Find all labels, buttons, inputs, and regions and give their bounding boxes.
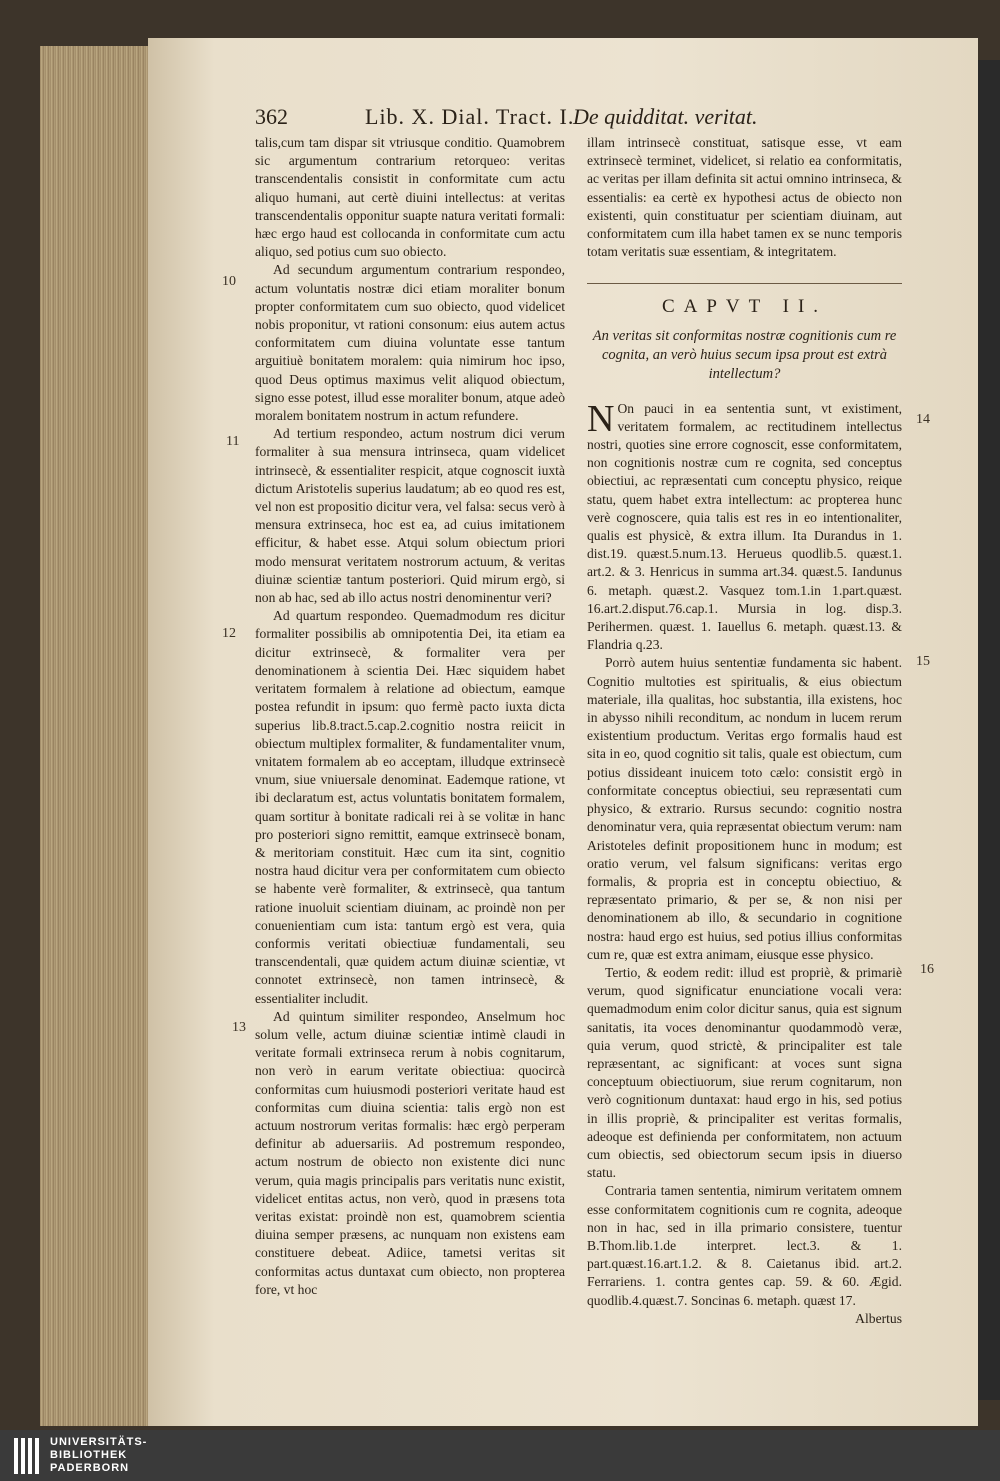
- paragraph: Ad secundum argumentum contrarium respondeo, actum voluntatis nostræ dici etiam moraliter bonum propter conformitatem cum suo obiecto, quod videlicet nobis proponitur, vt rationi consonum: eius autem actus conformitatem cum diuina voluntate esse tantum arguitiuè bonitatem moralem: quia nimirum hoc ipso, quod Deus optimus maximus velit aliquod obiectum, signo esse potest, illud esse moraliter bonum, atque adeò moralem bonitatem nostrum in actum refundere.: [255, 262, 565, 424]
- paragraph: On pauci in ea sententia sunt, vt existiment, veritatem formalem, ac rectitudinem intellectus nostri, quoties sine errore cognoscit, esse conformitatem, non cognitionis nostræ cum re cognita, sed conceptus obiectiui, ac repræsentati cum conceptu physico, reique statu, quem habet extra intellectum: ac propterea hunc verè cognoscere, quia talis est res in eo intentionaliter, qualis est physicè, & extra illum. Ita Durandus in 1. dist.19. quæst.5.num.13. Herueus quodlib.5. quæst.1. art.2. & 3. Henricus in summa art.34. quæst.5. Iandunus 6. metaph. quæst.2. Vasquez tom.1.in 1.part.quæst. 16.art.2.disput.76.cap.1. Mursia in log. disp.3. Perihermen. quæst. 1. Iauellus 6. metaph. quæst.13. & Flandria q.23.: [587, 400, 902, 653]
- margin-number: 16: [920, 962, 934, 977]
- paragraph: Ad tertium respondeo, actum nostrum dici verum formaliter à sua mensura intrinseca, quam videlicet intrinsecè, & essentialiter respicit, atque cognoscit iuxtà dictum Aristotelis superius laudatum; ab eo quod res est, vel non est propositio dicitur vera, vel falsa: secus verò à mensura extrinseca, hoc est ea, ad cuius imitationem efficitur, & habet esse. Atqui solum obiectum priori modo mensurat veritatem nostrorum actuum, & veritas diuinæ scientiæ tantum posteriori. Quid mirum ergò, si non ab hac, sed ab illo actus nostri denominentur veri?: [255, 426, 565, 606]
- left-column: [255, 134, 565, 1299]
- margin-number: 14: [916, 412, 930, 427]
- library-name-line: UNIVERSITÄTS-: [50, 1436, 148, 1448]
- section-title: De quidditat. veritat.: [573, 104, 758, 129]
- paragraph: Porrò autem huius sententiæ fundamenta sic habent. Cognitio multoties est spiritualis, & eius obiectum materiale, illa qualitas, hoc substantia, illa existens, hoc in abysso nihili reconditum, ac nondum in lucem rerum existentium productum. Veritas ergo formalis haud est sita in eo, quod cognitio sit talis, quale est obiectum, cum potius dissideant inuicem toto cælo: consistit ergò in conformitate conceptus obiectiui, seu repræsentati cum physico, & extrario. Rursus secundo: cognitio nostra denominatur vera, quia repræsentat obiectum verum: nam Aristoteles definit propositionem hunc in modum; est oratio verum, vel falsum significans: veritas ergo formalis, & propria est in conceptu obiectiuo, & repræsentato primario, & per se, & non nisi per denominationem ab illo, & secundario in cognitione nostra: haud ergo est huius, sed potius illius conformitas cum re, quæ est extra animam, eiusque esse physico.: [587, 655, 902, 962]
- margin-number: 13: [232, 1020, 246, 1035]
- university-logo-icon: [12, 1436, 40, 1476]
- paragraph: Ad quartum respondeo. Quemadmodum res dicitur formaliter possibilis ab omnipotentia Dei, ita etiam ea dicitur extrinsecè, & formaliter vera per denominationem à scientia Dei. Hæc siquidem habet veritatem formalem à relatione ad obiectum, eamque postea refundit in ipsum: quo fermè pacto iuxta dicta superius lib.8.tract.5.cap.2.cognitio nostra reiicit in obiectum multiplex formaliter, & fundamentaliter vnum, vnitatem formalem ab eo acceptam, illudque extrinsecè vnum, siue vniuersale denominat. Eademque ratione, vt ibi declaratum est, actus voluntatis bonitatem formalem, quam sortitur à bonitate radicali rei à se volitæ in hanc pro posteriori signo remittit, eamque extrinsecè bonam, & meritoriam constituit. Hæc cum ita sint, cognitio nostra haud dicitur vera per conformitatem cum obiecto se habente verè formaliter, & extrinsecè, qua tantum ratione inuoluit scientiam diuinam, ac proindè non per conuenientiam cum ista: tantum ergò est vera, quia conformis veritati obiectiuæ fundamentali, seu transcendentali, quæ quidem actum diuinæ scientiæ, vt connotet extrinsecè, non tamen intrinsecè, & essentialiter includit.: [255, 608, 565, 1006]
- chapter-heading: CAPVT II.: [661, 296, 828, 318]
- library-name: [50, 1436, 147, 1475]
- margin-number: 10: [222, 274, 236, 289]
- right-column: [587, 134, 902, 1328]
- margin-number: 15: [916, 654, 930, 669]
- margin-number: 12: [222, 626, 236, 641]
- paragraph: Ad quintum similiter respondeo, Anselmum hoc solum velle, actum diuinæ scientiæ intimè claudi in veritate formali extrinseca rerum à nobis cognitarum, non verò in earum veritate obiectiua: quocircà conformitas cum huiusmodi posteriori veritate haud est conformitas cum diuina scientia: talis ergò non est actuum nostrorum veritas formalis: hæc ergò perperam definitur ab aduersariis. Ad postremum respondeo, actum nostrum de obiecto non existente dici nunc verum, quia magis principalis pars veritatis nunc existit, videlicet entitas actus, non verò, quod in præsens tota veritas existat: proindè non est, quamobrem scientia diuina semper præsens, ac nunquam non existens eam constituere debeat. Adiice, tametsi veritas sit conformitas actus duntaxat cum obiecto, non propterea fore, vt hoc: [255, 1008, 565, 1297]
- book-page-edges: [40, 46, 150, 1426]
- library-footer: [0, 1430, 1000, 1481]
- paragraph: Tertio, & eodem redit: illud est propriè, & primariè verum, quod significatur enunciatione vocali vera: quemadmodum enim color dicitur sanus, quia est signum sanitatis, ita voces denominantur quodammodò veræ, quia verum, quod strictè, & principaliter est tale repræsentant, ac significant: at voces sunt signa conceptuum obiectiuorum, siue rerum cognitarum, non verò cognitionum duntaxat: haud ergo in his, sed potius in illis propriè, & principaliter est veritas formalis, adeoque est definienda per conformitatem, non actuum cum obiectis, sed obiectorum secum ipsis in diuerso statu.: [587, 964, 902, 1181]
- library-name-line: BIBLIOTHEK: [50, 1449, 128, 1461]
- book-reference: Lib. X. Dial. Tract. I.: [365, 104, 575, 129]
- chapter-subtitle: An veritas sit conformitas nostræ cognitionis cum re cognita, an verò huius secum ipsa prout est extrà intellectum?: [592, 327, 897, 382]
- paragraph: illam intrinsecè constituat, satisque esse, vt eam extrinsecè terminet, videlicet, si relatio ea conformitatis, ac veritas per illam definita sit actui omnino intrinseca, & essentialis: ea certè ex hypothesi actus de obiecto non existenti, quin constituatur per scientiam diuinam, aut conformitatem cum illa habet tamen ex se nunc temporis totam veritatis suæ essentiam, & integritatem.: [587, 135, 902, 260]
- paragraph: talis,cum tam dispar sit vtriusque conditio. Quamobrem sic argumentum contrarium retorqueo: veritas transcendentalis consistit in conformitate cum actu aliquo humani, aut certè diuini intellectus: at veritas transcendentalis opponitur suapte natura veritati formali: hæc ergo haud est collocanda in conformitate cum actu aliquo, sed potius cum suo obiecto.: [255, 135, 565, 260]
- margin-number: 11: [226, 434, 240, 449]
- drop-cap: N: [587, 397, 615, 440]
- paragraph: Contraria tamen sententia, nimirum veritatem omnem esse conformitatem cognitionis cum re cognita, adeoque non in hac, sed in illa primario consistere, tuentur B.Thom.lib.1.de interpret. lect.3. & 1. part.quæst.16.art.1.2. & 8. Caietanus ibid. art.2. Ferrariens. 1. contra gentes cap. 59. & 60. Ægid. quodlib.4.quæst.7. Soncinas 6. metaph. quæst 17.: [587, 1183, 902, 1308]
- divider-rule: [587, 283, 902, 284]
- library-name-line: PADERBORN: [50, 1462, 130, 1474]
- catchword: Albertus: [855, 1310, 902, 1326]
- page-number: 362: [255, 104, 288, 129]
